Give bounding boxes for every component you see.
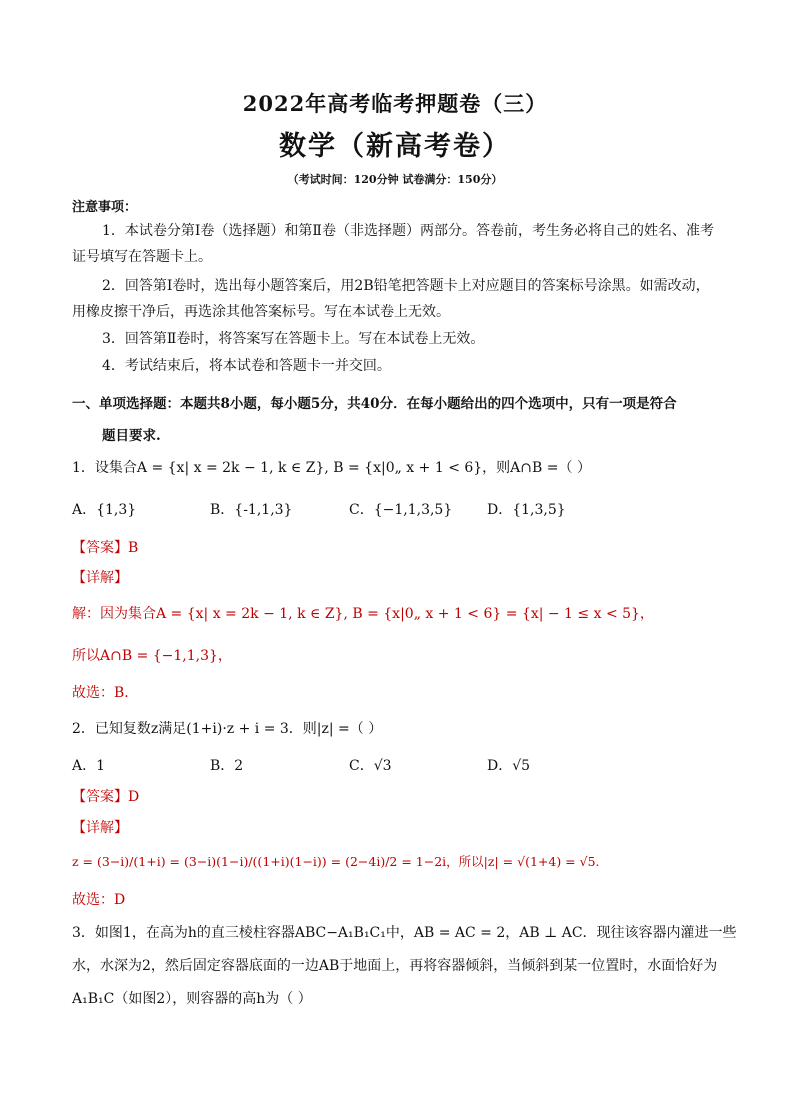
notice-heading: 注意事项：	[72, 200, 138, 215]
q3-line-1: 3．如图1，在高为h的直三棱柱容器ABC−A₁B₁C₁中，AB = AC = 2，AB ⊥ AC．现往该容器内灌进一些	[72, 925, 737, 941]
q1-answer: 【答案】B	[72, 540, 139, 556]
exam-info: （考试时间：120分钟 试卷满分：150分）	[287, 173, 503, 186]
notice-item-2-line-1: 2．回答第Ⅰ卷时，选出每小题答案后，用2B铅笔把答题卡上对应题目的答案标号涂黑。如需改动，	[102, 278, 710, 294]
q1-option-b: B．{-1,1,3}	[210, 502, 293, 518]
notice-item-3: 3．回答第Ⅱ卷时，将答案写在答题卡上。写在本试卷上无效。	[102, 331, 485, 347]
q2-solution-line-2: 故选：D	[72, 892, 126, 908]
q3-line-3: A₁B₁C（如图2），则容器的高h为（ ）	[72, 991, 312, 1007]
q2-answer: 【答案】D	[72, 789, 140, 805]
notice-item-1-line-1: 1．本试卷分第Ⅰ卷（选择题）和第Ⅱ卷（非选择题）两部分。答卷前，考生务必将自己的姓名、准考	[102, 223, 714, 239]
exam-title: 2022年高考临考押题卷（三）	[242, 91, 548, 116]
q1-solution-line-3: 故选：B.	[72, 685, 129, 701]
notice-item-4: 4．考试结束后，将本试卷和答题卡一并交回。	[102, 358, 391, 374]
q1-stem: 1．设集合A = {x| x = 2k − 1, k ∈ Z}, B = {x|0„ x + 1 < 6}，则A∩B =（ ）	[72, 460, 591, 476]
q2-option-b: B．2	[210, 758, 244, 774]
q1-solution-line-2: 所以A∩B = {−1,1,3}，	[72, 648, 232, 664]
q2-option-a: A．1	[72, 758, 106, 774]
q2-solution-line-1: z = (3−i)/(1+i) = (3−i)(1−i)/((1+i)(1−i)) = (2−4i)/2 = 1−2i，所以|z| = √(1+4) = √5.	[72, 854, 600, 869]
notice-item-2-line-2: 用橡皮擦干净后，再选涂其他答案标号。写在本试卷上无效。	[72, 304, 450, 320]
section-heading-line-1: 一、单项选择题：本题共8小题，每小题5分，共40分．在每小题给出的四个选项中，只有一项是符合	[72, 396, 677, 412]
q1-option-a: A．{1,3}	[72, 502, 137, 518]
q2-options	[72, 755, 722, 777]
q1-solution-line-1: 解：因为集合A = {x| x = 2k − 1, k ∈ Z}, B = {x|0„ x + 1 < 6} = {x| − 1 ≤ x < 5}，	[72, 606, 654, 622]
q1-option-d: D．{1,3,5}	[487, 502, 566, 518]
section-heading-line-2: 题目要求.	[102, 428, 161, 444]
q2-option-c: C．√3	[349, 758, 392, 774]
q1-options	[72, 499, 722, 521]
notice-item-1-line-2: 证号填写在答题卡上。	[72, 249, 212, 265]
q1-detail-label: 【详解】	[72, 570, 128, 586]
exam-subtitle: 数学（新高考卷）	[279, 131, 511, 162]
q2-detail-label: 【详解】	[72, 820, 128, 836]
q1-option-c: C．{−1,1,3,5}	[349, 502, 453, 518]
q3-line-2: 水，水深为2，然后固定容器底面的一边AB于地面上，再将容器倾斜，当倾斜到某一位置时，水面恰好为	[72, 958, 718, 974]
q2-stem: 2．已知复数z满足(1+i)·z + i = 3．则|z| =（ ）	[72, 721, 383, 737]
q2-option-d: D．√5	[487, 758, 531, 774]
